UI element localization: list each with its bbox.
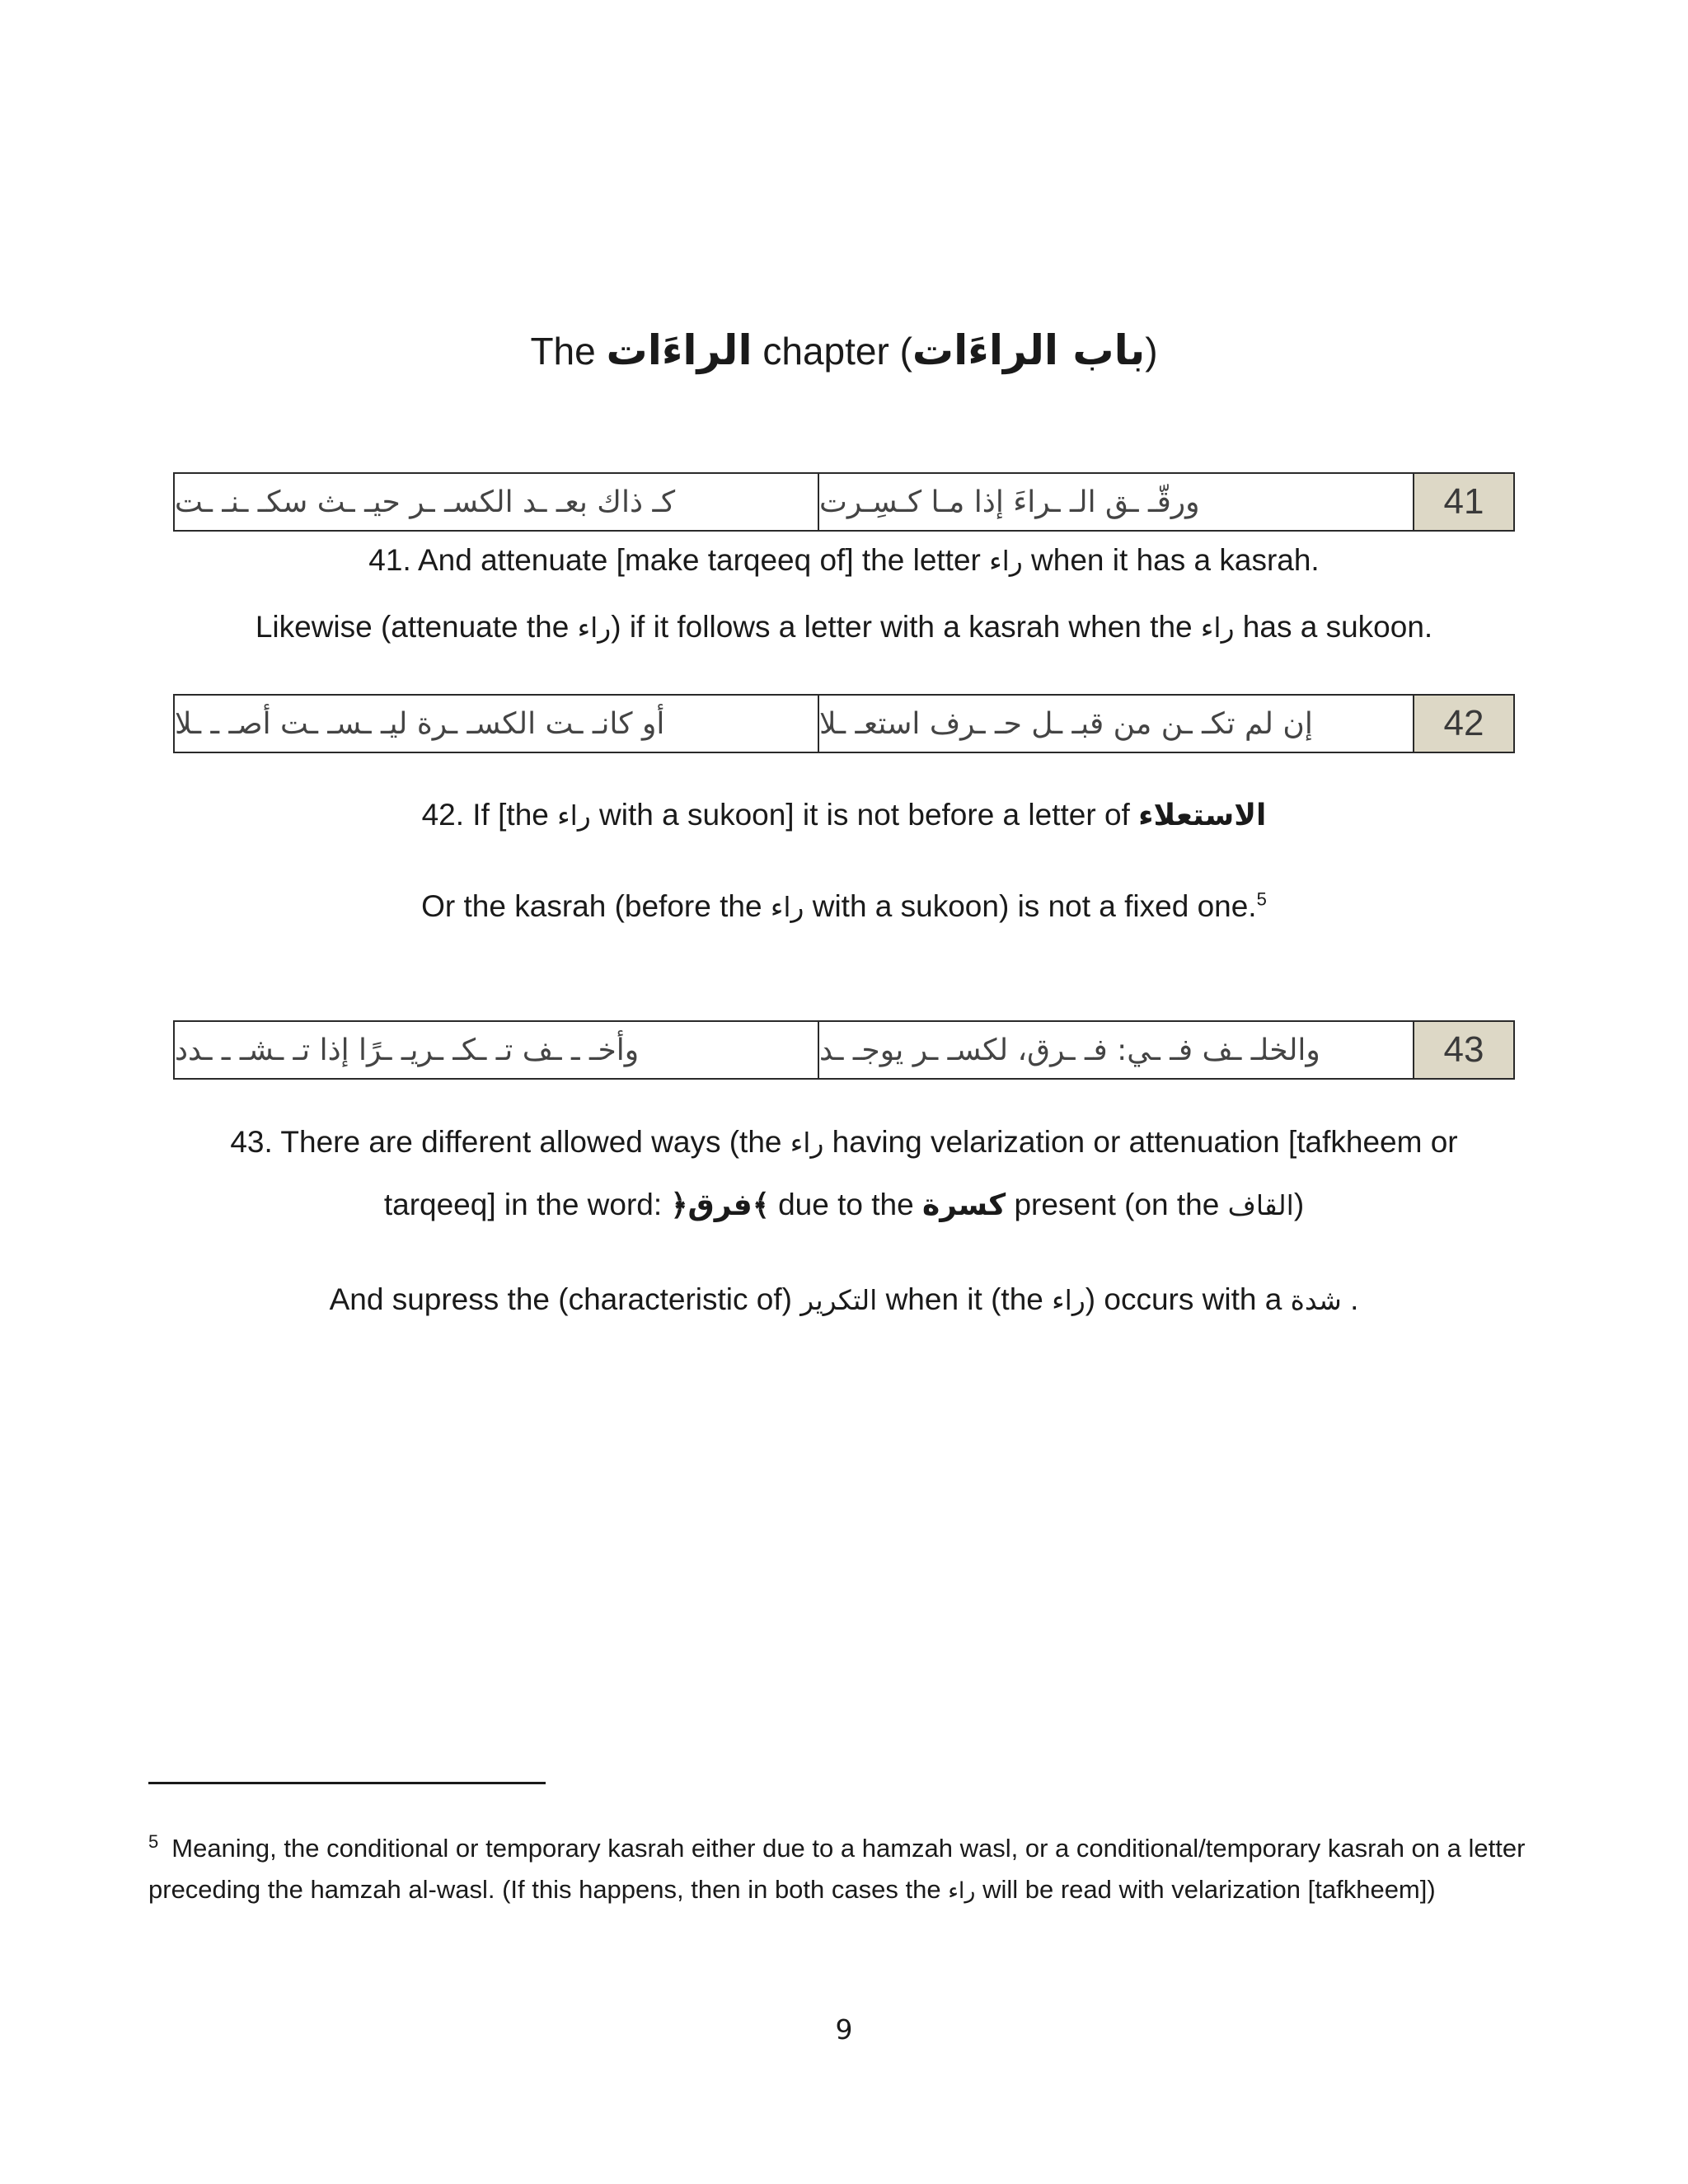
translation-42-line-1	[0, 794, 1688, 837]
verse-first-half: إن لم تكـ ـن من قبـ ـل حـ ـرف استعـ ـلا	[819, 706, 1313, 741]
arabic-term: راء	[948, 1878, 976, 1904]
arabic-term: راء	[790, 1127, 824, 1159]
translation-41-line-2	[0, 607, 1688, 649]
page-number: 9	[835, 2013, 853, 2046]
title-arabic-name: الراءَات	[606, 326, 753, 374]
translation-text: tarqeeq] in the word:	[383, 1188, 671, 1221]
translation-text: present (on the	[1006, 1188, 1228, 1221]
translation-42-line-2	[0, 886, 1688, 928]
translation-text: )	[1293, 1188, 1305, 1221]
verse-second-half: كـ ذاك بعـ ـد الكسـ ـر حيـ ـث سكـ ـنـ ـت	[175, 474, 819, 530]
translation-41-line-1	[0, 540, 1688, 582]
verse-number: 42	[1413, 696, 1513, 752]
footnote-separator	[148, 1782, 546, 1784]
verse-row-41	[173, 472, 1515, 532]
arabic-term: كسرة	[921, 1188, 1006, 1222]
translation-text: 42. If [the	[421, 798, 558, 832]
translation-text: when it has a kasrah.	[1022, 543, 1320, 577]
arabic-term: القاف	[1227, 1189, 1294, 1221]
title-paren-open: (	[899, 330, 912, 373]
translation-text: ) if it follows a letter with a kasrah when the	[611, 610, 1201, 644]
translation-text: And supress the (characteristic of)	[329, 1282, 801, 1316]
verse-first-half: والخلـ ـف فـ ـي: فـ ـرق، لكسـ ـر يوجـ ـد	[819, 1033, 1320, 1067]
translation-text: Likewise (attenuate the	[255, 610, 578, 644]
arabic-term: ﴿فرق﴾	[670, 1188, 770, 1222]
arabic-term: راء	[557, 799, 591, 832]
translation-text: ) occurs with a	[1085, 1282, 1291, 1316]
arabic-term: راء	[770, 891, 804, 923]
translation-text: with a sukoon) is not a fixed one.	[804, 889, 1257, 923]
translation-43-line-2	[0, 1184, 1688, 1226]
translation-43-line-3	[0, 1279, 1688, 1321]
verse-first-half: ورقّـ ـق الـ ـراءَ إذا مـا كـسِـرت	[819, 485, 1200, 519]
translation-text: when it (the	[877, 1282, 1053, 1316]
arabic-term: الاستعلاء	[1138, 799, 1267, 832]
translation-text: 41. And attenuate [make tarqeeq of] the letter	[368, 543, 990, 577]
title-prefix: The	[530, 330, 596, 373]
footnote	[148, 1828, 1550, 1912]
arabic-term: راء	[1200, 612, 1235, 644]
translation-text: with a sukoon] it is not before a letter of	[590, 798, 1139, 832]
verse-number: 43	[1413, 1022, 1513, 1078]
verse-row-43	[173, 1020, 1515, 1080]
translation-text: .	[1341, 1282, 1359, 1316]
translation-43-line-1	[0, 1122, 1688, 1164]
verse-second-half: أو كانـ ـت الكسـ ـرة ليـ ـسـ ـت أصـ ـ ـلا	[175, 696, 819, 752]
title-paren-close: )	[1145, 330, 1158, 373]
arabic-term: راء	[989, 545, 1023, 577]
arabic-term: شدة	[1290, 1284, 1342, 1316]
chapter-title	[0, 317, 1688, 384]
footnote-text: will be read with velarization [tafkheem])	[975, 1875, 1436, 1904]
verse-second-half: وأخـ ـ ـف تـ ـكـ ـريـ ـرًا إذا تـ ـشـ ـ ـدد	[175, 1022, 819, 1078]
arabic-term: التكرير	[800, 1284, 878, 1316]
verse-row-42	[173, 694, 1515, 753]
title-arabic-chapter: باب الراءَات	[912, 326, 1146, 374]
footnote-text: Meaning, the conditional or temporary kasrah either due to a hamzah wasl, or a conditional/temporary kasrah on a letter preceding the hamzah al-wasl. (If this happens, then in both cases the	[148, 1834, 1526, 1904]
footnote-marker: 5	[148, 1830, 159, 1852]
translation-text: has a sukoon.	[1234, 610, 1433, 644]
translation-text: due to the	[769, 1188, 922, 1221]
arabic-term: راء	[577, 612, 612, 644]
translation-text: having velarization or attenuation [tafkheem or	[823, 1125, 1458, 1159]
footnote-reference[interactable]: 5	[1256, 888, 1267, 910]
arabic-term: راء	[1052, 1284, 1085, 1316]
translation-text: Or the kasrah (before the	[421, 889, 771, 923]
title-middle: chapter	[762, 330, 889, 373]
translation-text: 43. There are different allowed ways (the	[230, 1125, 790, 1159]
verse-number: 41	[1413, 474, 1513, 530]
